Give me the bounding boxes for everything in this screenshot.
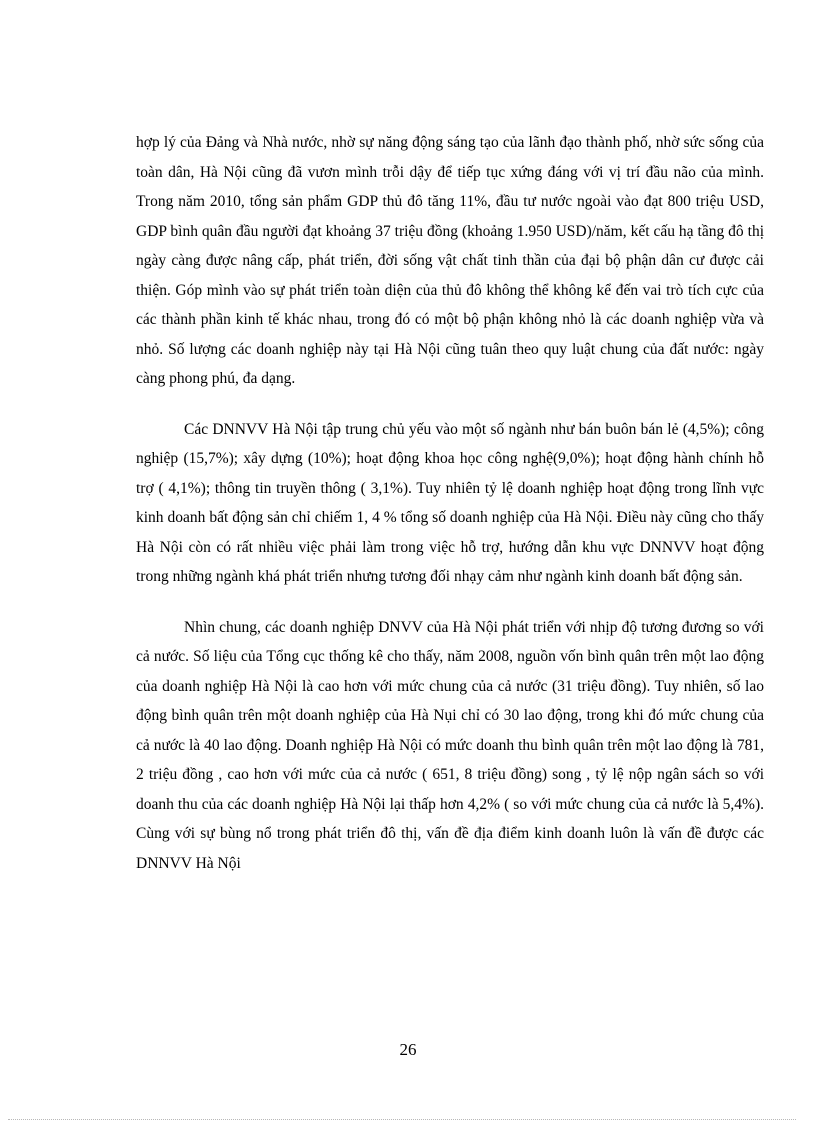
paragraph-2: Các DNNVV Hà Nội tập trung chủ yếu vào một số ngành như bán buôn bán lẻ (4,5%); công nghiệp (15,7%); xây dựng (10%); hoạt động khoa học công nghệ(9,0%); hoạt động hành chính hỗ trợ ( 4,1%); thông tin truyền thông ( 3,1%). Tuy nhiên tỷ lệ doanh nghiệp hoạt động trong lĩnh vực kinh doanh bất động sản chỉ chiếm 1, 4 % tổng số doanh nghiệp của Hà Nội. Điều này cũng cho thấy Hà Nội còn có rất nhiều việc phải làm trong việc hỗ trợ, hướng dẫn khu vực DNNVV hoạt động trong những ngành khá phát triển nhưng tương đối nhạy cảm như ngành kinh doanh bất động sản. [136,420,764,585]
paragraph-3: Nhìn chung, các doanh nghiệp DNVV của Hà Nội phát triển với nhịp độ tương đương so với cả nước. Số liệu của Tổng cục thống kê cho thấy, năm 2008, nguồn vốn bình quân trên một lao động của doanh nghiệp Hà Nội là cao hơn với mức chung của cả nước (31 triệu đồng). Tuy nhiên, số lao động bình quân trên một doanh nghiệp của Hà Nụi chỉ có 30 lao động, trong khi đó mức chung của cả nước là 40 lao động. Doanh nghiệp Hà Nội có mức doanh thu bình quân trên một lao động là 781, 2 triệu đồng , cao hơn với mức của cả nước ( 651, 8 triệu đồng) song , tỷ lệ nộp ngân sách so với doanh thu của các doanh nghiệp Hà Nội lại thấp hơn 4,2% ( so với mức chung của cả nước là 5,4%). Cùng với sự bùng nổ trong phát triển đô thị, vấn đề địa điểm kinh doanh luôn là vấn đề được các DNNVV Hà Nội [136,618,764,872]
body-text [136,128,764,878]
page-bottom-border [8,1119,796,1120]
page-number: 26 [399,1040,417,1059]
paragraph-1: hợp lý của Đảng và Nhà nước, nhờ sự năng động sáng tạo của lãnh đạo thành phố, nhờ sức sống của toàn dân, Hà Nội cũng đã vươn mình trỗi dậy để tiếp tục xứng đáng với vị trí đầu não của mình. Trong năm 2010, tổng sản phẩm GDP thủ đô tăng 11%, đầu tư nước ngoài vào đạt 800 triệu USD, GDP bình quân đầu người đạt khoảng 37 triệu đồng (khoảng 1.950 USD)/năm, kết cấu hạ tầng đô thị ngày càng được nâng cấp, phát triển, đời sống vật chất tinh thần của đại bộ phận dân cư được cải thiện. Góp mình vào sự phát triển toàn diện của thủ đô không thể không kể đến vai trò tích cực của các thành phần kinh tế khác nhau, trong đó có một bộ phận không nhỏ là các doanh nghiệp vừa và nhỏ. Số lượng các doanh nghiệp này tại Hà Nội cũng tuân theo quy luật chung của đất nước: ngày càng phong phú, đa dạng. [136,134,764,387]
